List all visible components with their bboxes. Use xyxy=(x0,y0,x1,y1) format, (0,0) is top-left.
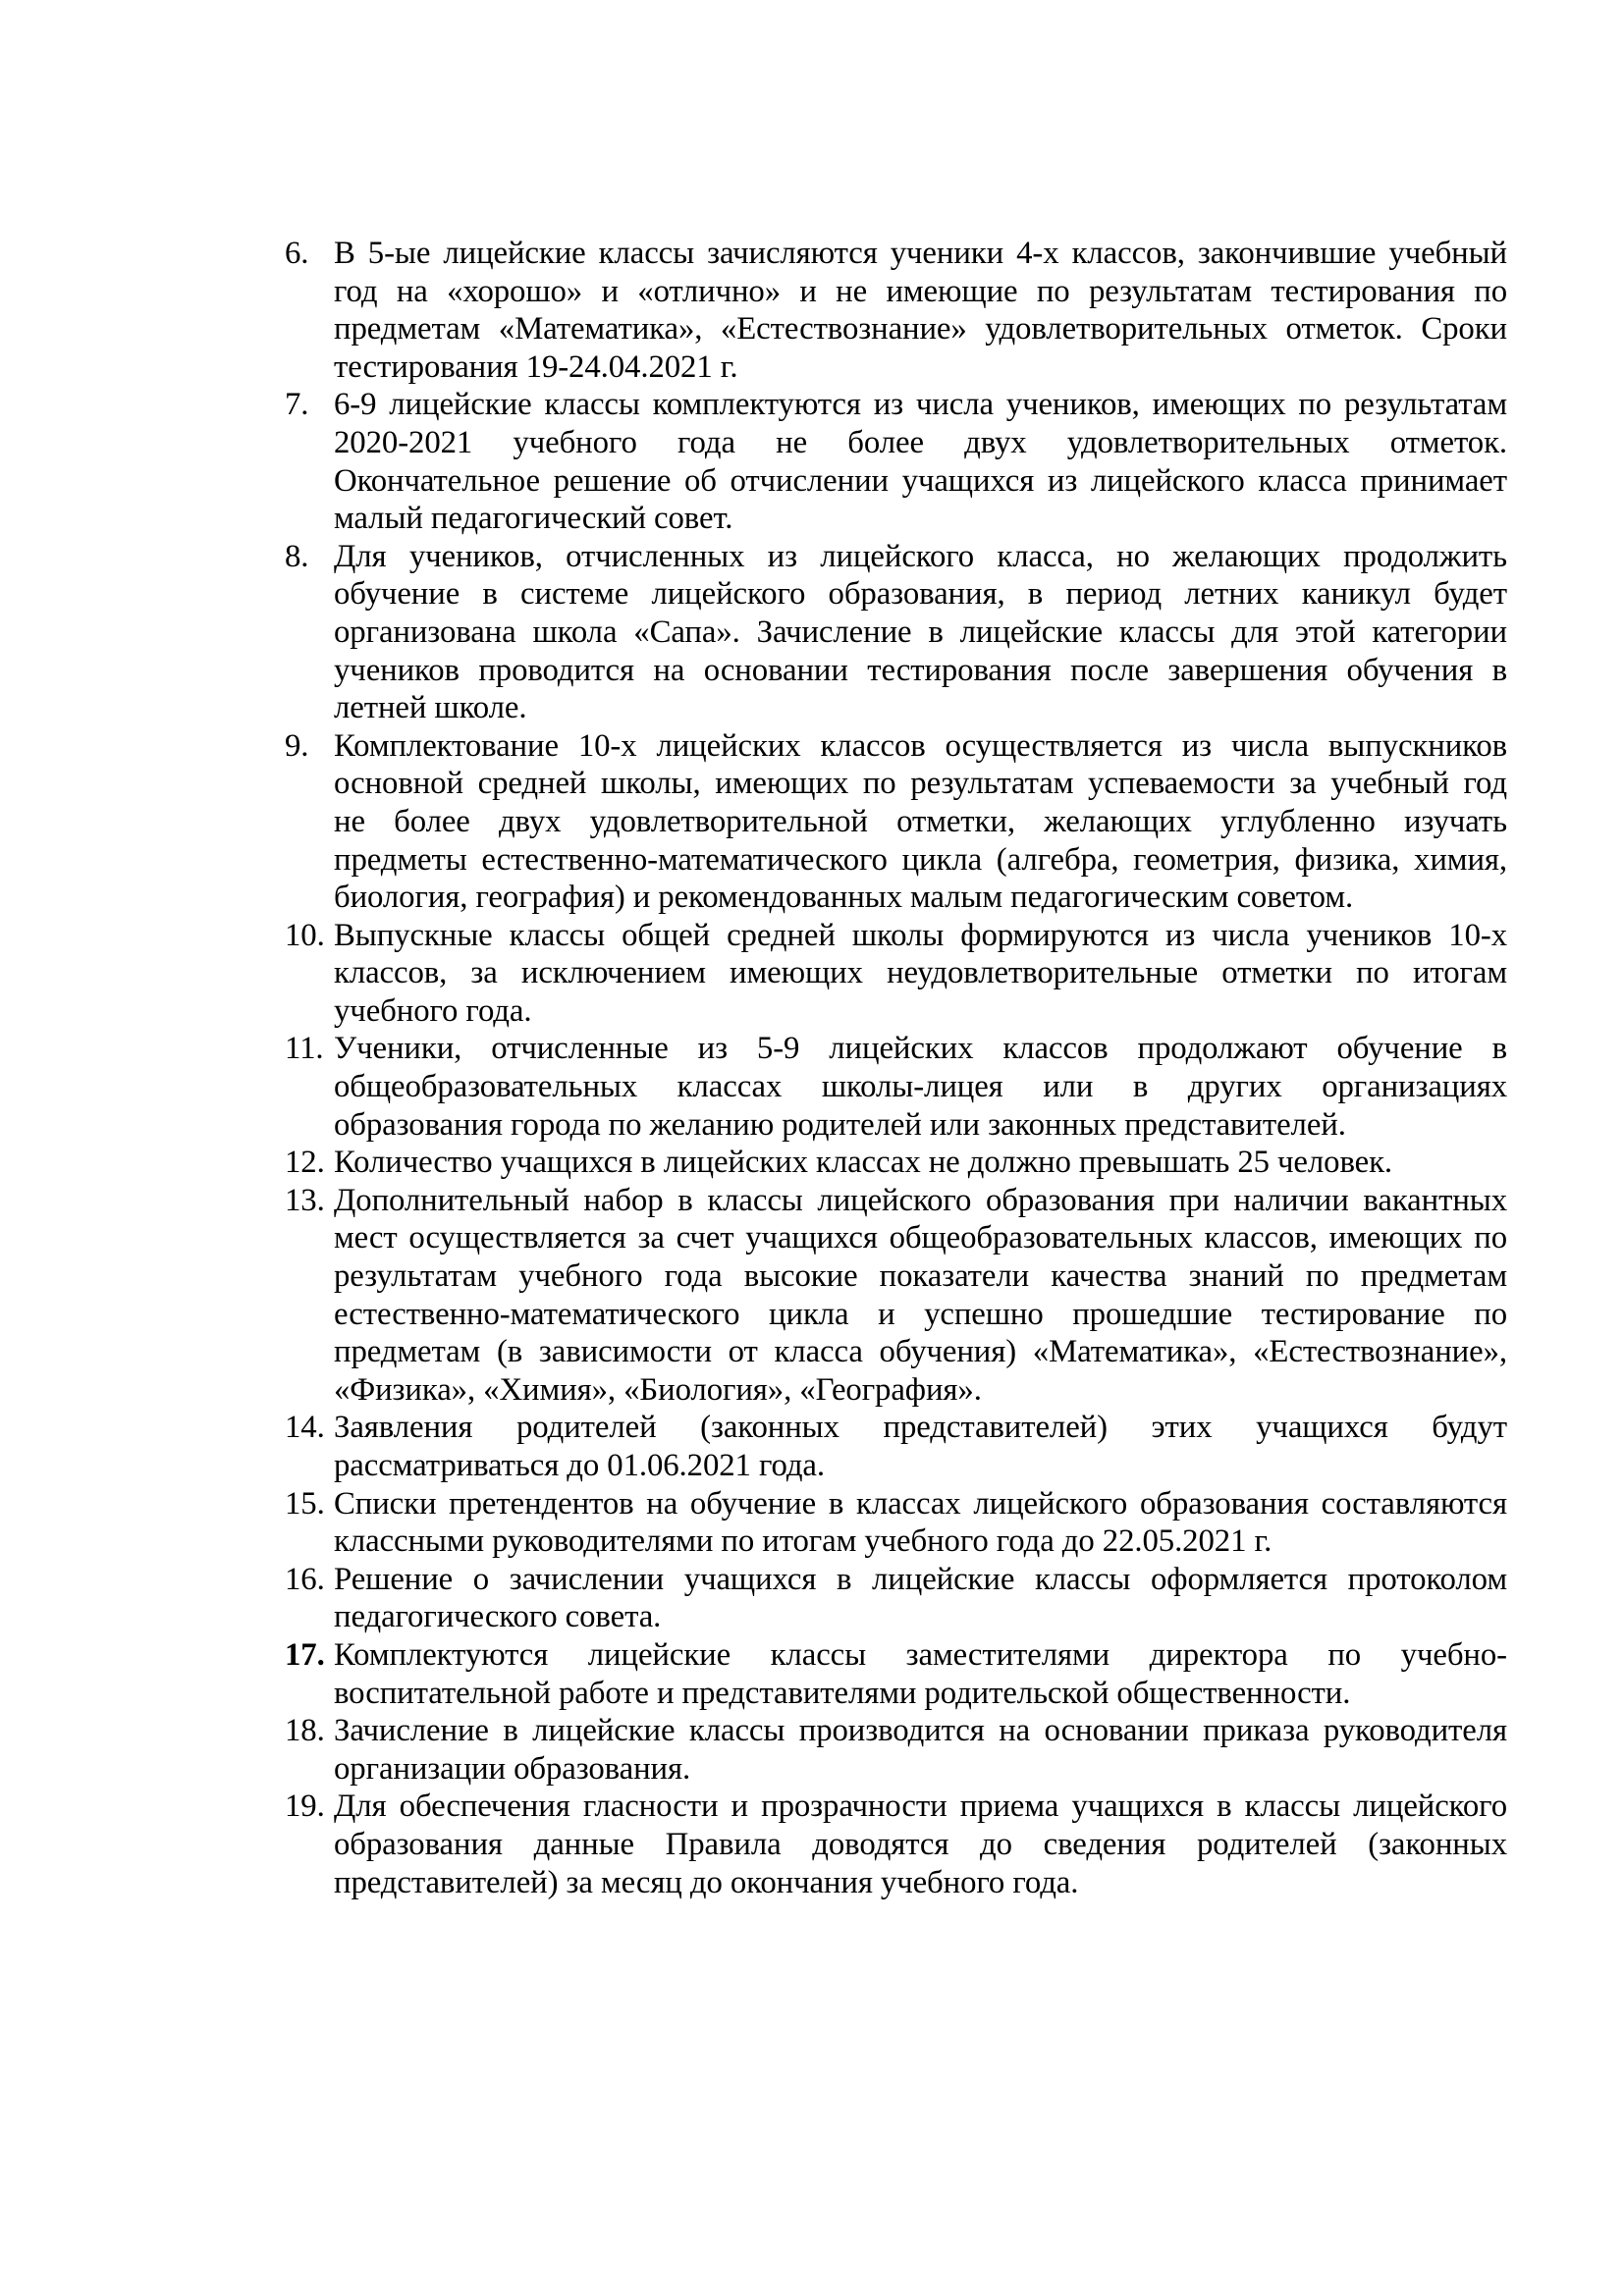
list-item-line: Для учеников, отчисленных из лицейского класса, но желающих продолжить xyxy=(334,538,1507,574)
list-item-line: педагогического совета. xyxy=(334,1599,662,1635)
list-item-line: 6-9 лицейские классы комплектуются из числа учеников, имеющих по результатам xyxy=(334,387,1507,423)
list-item-number: 9. xyxy=(285,727,309,764)
list-item xyxy=(285,917,1507,1031)
list-item xyxy=(285,1712,1507,1788)
list-item xyxy=(285,386,1507,537)
list-item xyxy=(285,727,1507,917)
list-item-line: предметы естественно-математического цикла (алгебра, геометрия, физика, химия, xyxy=(334,841,1507,878)
list-item-line: классов, за исключением имеющих неудовлетворительные отметки по итогам xyxy=(334,955,1507,991)
numbered-list xyxy=(285,235,1507,1901)
list-item-line: летней школе. xyxy=(334,690,527,726)
list-item-line: общеобразовательных классах школы-лицея или в других организациях xyxy=(334,1069,1507,1105)
list-item-number: 10. xyxy=(285,917,325,953)
list-item-line: «Физика», «Химия», «Биология», «География». xyxy=(334,1371,982,1408)
list-item-number: 17. xyxy=(285,1636,325,1673)
list-item-line: Выпускные классы общей средней школы формируются из числа учеников 10-х xyxy=(334,917,1507,953)
list-item-number: 13. xyxy=(285,1182,325,1218)
list-item xyxy=(285,1144,1507,1182)
list-item-number: 14. xyxy=(285,1410,325,1446)
list-item-line: организована школа «Сапа». Зачисление в лицейские классы для этой категории xyxy=(334,614,1507,650)
list-item xyxy=(285,1561,1507,1636)
list-item-line: предметам (в зависимости от класса обучения) «Математика», «Естествознание», xyxy=(334,1334,1507,1370)
list-item-number: 18. xyxy=(285,1713,325,1749)
list-item-line: тестирования 19-24.04.2021 г. xyxy=(334,348,738,385)
list-item-line: воспитательной работе и представителями родительской общественности. xyxy=(334,1675,1351,1711)
list-item-line: основной средней школы, имеющих по результатам успеваемости за учебный год xyxy=(334,766,1507,802)
list-item xyxy=(285,1409,1507,1484)
list-item-line: биология, география) и рекомендованных малым педагогическим советом. xyxy=(334,880,1354,916)
list-item xyxy=(285,1485,1507,1561)
list-item-number: 11. xyxy=(285,1031,324,1067)
list-item-number: 8. xyxy=(285,538,309,574)
list-item xyxy=(285,1182,1507,1410)
list-item-line: Решение о зачислении учащихся в лицейские классы оформляется протоколом xyxy=(334,1561,1507,1597)
list-item-line: рассматриваться до 01.06.2021 года. xyxy=(334,1448,825,1483)
list-item-line: Ученики, отчисленные из 5-9 лицейских классов продолжают обучение в xyxy=(334,1031,1507,1067)
list-item-number: 16. xyxy=(285,1561,325,1597)
list-item-line: Комплектуются лицейские классы заместителями директора по учебно- xyxy=(334,1636,1507,1673)
list-item xyxy=(285,1636,1507,1712)
list-item-line: мест осуществляется за счет учащихся общеобразовательных классов, имеющих по xyxy=(334,1220,1507,1256)
list-item-line: год на «хорошо» и «отлично» и не имеющие по результатам тестирования по xyxy=(334,273,1507,309)
list-item-line: классными руководителями по итогам учебного года до 22.05.2021 г. xyxy=(334,1523,1272,1560)
list-item xyxy=(285,1788,1507,1901)
list-item-line: образования данные Правила доводятся до сведения родителей (законных xyxy=(334,1826,1507,1862)
list-item-line: учеников проводится на основании тестирования после завершения обучения в xyxy=(334,652,1507,688)
list-item-line: учебного года. xyxy=(334,992,532,1029)
list-item-line: естественно-математического цикла и успешно прошедшие тестирование по xyxy=(334,1296,1507,1332)
list-item-line: 2020-2021 учебного года не более двух удовлетворительных отметок. xyxy=(334,424,1507,460)
list-item-line: В 5-ые лицейские классы зачисляются ученики 4-х классов, закончившие учебный xyxy=(334,236,1507,271)
list-item-line: организации образования. xyxy=(334,1750,691,1787)
list-item-line: Окончательное решение об отчислении учащихся из лицейского класса принимает xyxy=(334,462,1507,499)
list-item-line: Зачисление в лицейские классы производится на основании приказа руководителя xyxy=(334,1713,1507,1749)
list-item xyxy=(285,1030,1507,1144)
list-item-number: 19. xyxy=(285,1789,325,1825)
list-item xyxy=(285,235,1507,386)
list-item-line: Количество учащихся в лицейских классах не должно превышать 25 человек. xyxy=(334,1145,1393,1181)
list-item-line: Дополнительный набор в классы лицейского образования при наличии вакантных xyxy=(334,1182,1507,1218)
list-item xyxy=(285,538,1507,727)
list-item-line: обучение в системе лицейского образования, в период летних каникул будет xyxy=(334,576,1507,613)
list-item-line: не более двух удовлетворительной отметки, желающих углубленно изучать xyxy=(334,803,1507,839)
list-item-line: представителей) за месяц до окончания учебного года. xyxy=(334,1864,1079,1900)
list-item-line: предметам «Математика», «Естествознание» удовлетворительных отметок. Сроки xyxy=(334,311,1507,347)
list-item-number: 6. xyxy=(285,236,309,271)
list-item-line: Списки претендентов на обучение в классах лицейского образования составляются xyxy=(334,1485,1507,1522)
list-item-number: 12. xyxy=(285,1145,325,1181)
list-item-line: Комплектование 10-х лицейских классов осуществляется из числа выпускников xyxy=(334,727,1507,764)
list-item-number: 15. xyxy=(285,1485,325,1522)
list-item-number: 7. xyxy=(285,387,309,423)
list-item-line: Для обеспечения гласности и прозрачности приема учащихся в классы лицейского xyxy=(334,1789,1507,1825)
list-item-line: Заявления родителей (законных представителей) этих учащихся будут xyxy=(334,1410,1507,1446)
list-item-line: результатам учебного года высокие показатели качества знаний по предметам xyxy=(334,1258,1507,1295)
list-item-line: образования города по желанию родителей или законных представителей. xyxy=(334,1106,1346,1143)
list-item-line: малый педагогический совет. xyxy=(334,501,733,537)
